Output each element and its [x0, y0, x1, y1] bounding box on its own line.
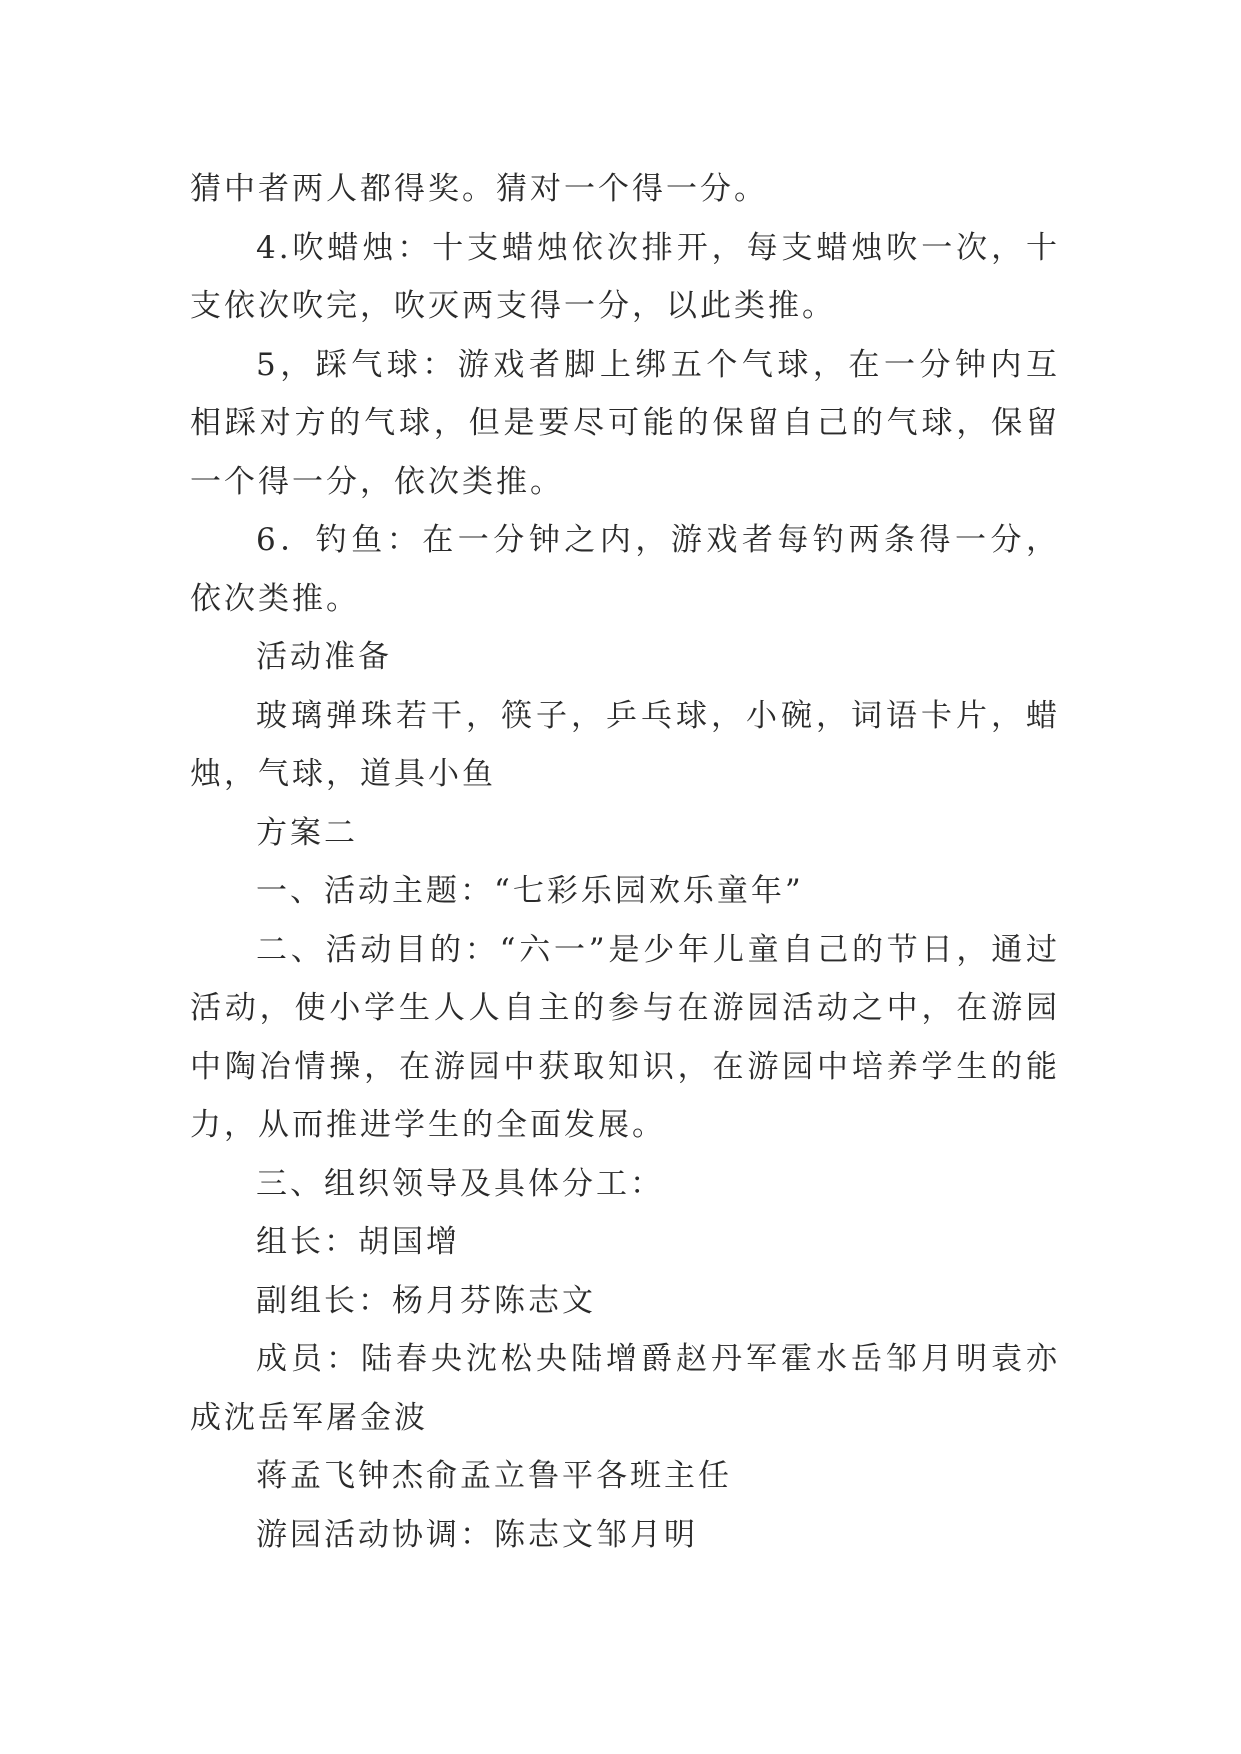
heading-plan-two: 方案二: [256, 814, 358, 851]
paragraph-deputy-leaders: 副组长：杨月芬陈志文: [256, 1282, 596, 1319]
paragraph-activity-purpose: 二、活动目的：“六一”是少年儿童自己的节日，通过活动，使小学生人人自主的参与在游园活动之中，在游园中陶冶情操，在游园中获取知识，在游园中培养学生的能力，从而推进学生的全面发展。: [190, 931, 1060, 1143]
paragraph-group-leader: 组长：胡国增: [256, 1224, 460, 1260]
paragraph-members: 成员：陆春央沈松央陆增爵赵丹军霍水岳邹月明袁亦成沈岳军屠金波: [190, 1341, 1060, 1436]
heading-organization: 三、组织领导及具体分工：: [256, 1165, 664, 1202]
paragraph-guess-scoring: 猜中者两人都得奖。猜对一个得一分。: [190, 171, 768, 207]
paragraph-activity-theme: 一、活动主题：“七彩乐园欢乐童年”: [256, 873, 804, 909]
paragraph-coordination: 游园活动协调：陈志文邹月明: [256, 1516, 698, 1553]
paragraph-members-continued: 蒋孟飞钟杰俞孟立鲁平各班主任: [256, 1458, 732, 1494]
paragraph-materials: 玻璃弹珠若干，筷子，乒乓球，小碗，词语卡片，蜡烛，气球，道具小鱼: [190, 697, 1060, 792]
paragraph-fishing: 6．钓鱼：在一分钟之内，游戏者每钓两条得一分，依次类推。: [190, 522, 1060, 617]
heading-activity-preparation: 活动准备: [256, 639, 392, 675]
document-body: [190, 160, 1060, 1564]
paragraph-blow-candles: 4.吹蜡烛：十支蜡烛依次排开，每支蜡烛吹一次，十支依次吹完，吹灭两支得一分，以此类推。: [190, 229, 1060, 324]
paragraph-stomp-balloons: 5，踩气球：游戏者脚上绑五个气球，在一分钟内互相踩对方的气球，但是要尽可能的保留自己的气球，保留一个得一分，依次类推。: [190, 346, 1060, 500]
